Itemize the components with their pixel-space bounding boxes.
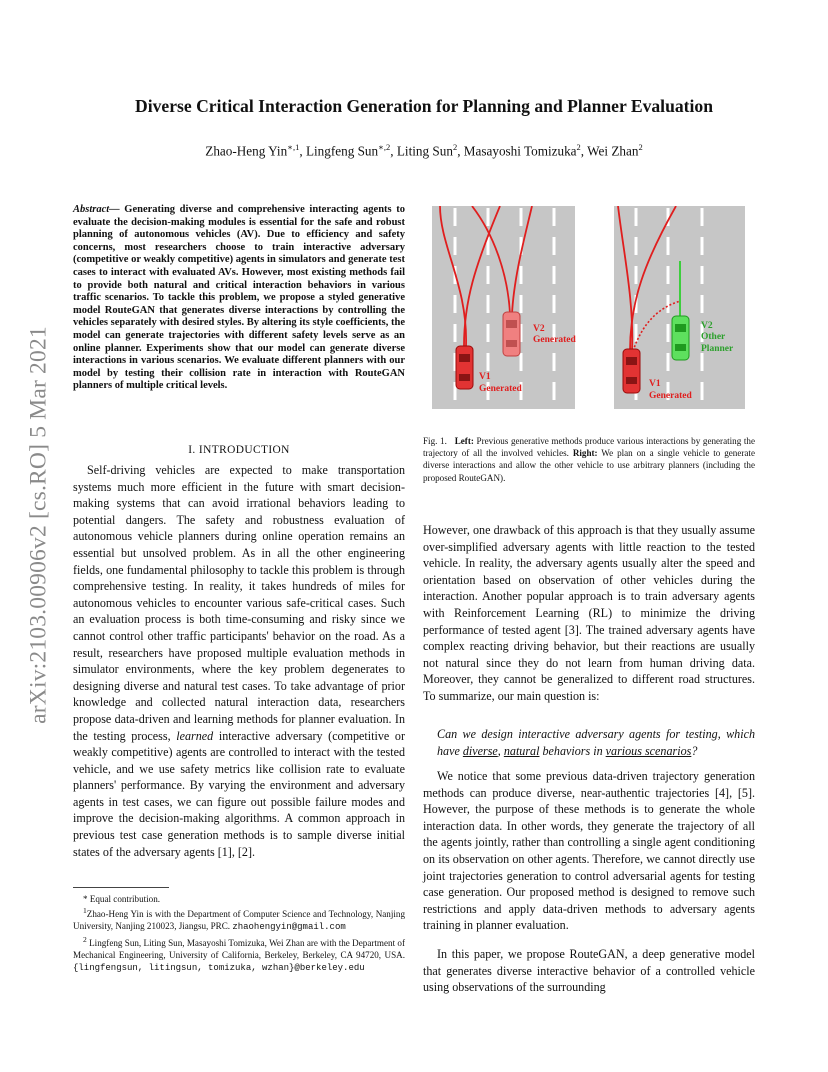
intro-paragraph-2: However, one drawback of this approach is that they usually assume over-simplified adversary agents with little reaction to the tested vehicle. In reality, the adversary agents usually alter the speed and orientation based on observation of other vehicles during the interaction. Another popular approach is to train adversary agents with Reinforcement Learning (RL) to minimize the driving performance of tested agent [3]. The trained adversary agents have complex reacting driving behavior, but their reactions are usually not natural since they do not learn from human driving data. Moreover, they cannot be generalized to different road structures. To summarize, our main question is: [423,523,755,703]
intro-paragraph-1: Self-driving vehicles are expected to make transportation systems much more efficient in the future with smart decision-making systems that can avoid irrational behaviors leading to potential dangers. The safety and robustness evaluation of autonomous vehicle planners during online operation remains an essential but unsolved problem. As in all the other engineering fields, one fundamental philosophy to tackle this problem is through comprehensive testing. In reality, it takes hundreds of miles for autonomous vehicles to encounter various safe-critical cases. Such an evaluation process is both time-consuming and risky since we cannot control other traffic participants' behavior on the road. As a result, researchers have proposed multiple evaluation methods in simulator environments, where the key problem degenerates to designing diverse and natural test cases. To take advantage of prior knowledge and collected natural interaction data, researchers propose data-driven and learning methods for planner evaluation. In the testing process, learned interactive adversary (competitive or weakly competitive) agents are controlled to interact with the tested vehicle, and we use safety metrics like collision rate to evaluate planners' performance. By varying the environment and adversary agents in test cases, we can figure out possible failure modes and improve the decision-making algorithms. A common approach in previous test case generation methods is to sample diverse initial states of the adversary agents [1], [2]. [73,463,405,859]
footnote-2: $^2$ Lingfeng Sun, Liting Sun, Masayoshi Tomizuka, Wei Zhan are with the Department of Mechanical Engineering, University of California, Berkeley, Berkeley, CA 94720, USA. {lingfengsun, litingsun, tomizuka, wzhan}@berkeley.edu [73,934,405,974]
car-v1-icon [623,349,640,393]
footnote-1: $^1$Zhao-Heng Yin is with the Department of Computer Science and Technology, Nanjing University, Nanjing 210023, Jiangsu, PRC. zhaohengyin@gmail.com [73,906,405,933]
footnote-divider [73,887,169,888]
figure-panel-left [432,206,576,409]
author-name: Liting Sun [396,143,453,159]
label-v2: V2 [533,324,545,334]
footnotes [73,893,405,974]
intro-paragraph-3: We notice that some previous data-driven trajectory generation methods can produce diverse, near-authentic trajectories [4], [5]. However, the purpose of these methods is to generate the whole interaction data. In other words, they generate the trajectory of all the agents jointly, rather than controlling a single agent conditioning on its observation on other agents. Therefore, we cannot directly use joint trajectories generation to control adversarial agents for testing case generation. Our proposed method is designed to remove such restrictions and apply data-driven methods to adversary agents training in planner evaluation. [423,769,755,933]
email-2[interactable]: {lingfengsun, litingsun, tomizuka, wzhan}@berkeley.edu [73,963,365,974]
label-v1-sub: Generated [649,391,692,401]
label-v2-sub: Generated [533,335,576,345]
emphasis-learned: learned [176,728,214,743]
author-affiliation: 2 [452,142,458,152]
paper-title: Diverse Critical Interaction Generation for Planning and Planner Evaluation [135,96,713,116]
author-affiliation: ∗,2 [378,142,391,152]
car-v1-icon [456,346,473,389]
author-affiliation: 2 [638,142,643,152]
figure-caption: Fig. 1. Left: Previous generative methods produce various interactions by generating the trajectory of all the involved vehicles. Right: We plan on a single vehicle to generate diverse interactions and allow the other vehicle to use arbitrary planners (including the proposed RouteGAN). [423,436,755,483]
author-name: Lingfeng Sun [305,143,379,159]
author-list: Zhao-Heng Yin$^{∗,1}$, Lingfeng Sun$^{∗,2}$, Liting Sun$^2$, Masayoshi Tomizuka$^2$, Wei Zhan$^2$ [205,142,643,159]
label-v1: V1 [649,379,661,389]
author-affiliation: 2 [576,142,581,152]
intro-paragraph-4: In this paper, we propose RouteGAN, a deep generative model that generates diverse interactive behavior of a controlled vehicle using observations of the surrounding [423,947,755,995]
author-affiliation: ∗,1 [287,142,300,152]
label-v2-sub: Other [701,332,726,342]
label-v2: V2 [701,321,713,331]
label-v1-sub: Generated [479,384,522,394]
caption-label: Fig. 1. [423,436,447,446]
footnote-equal: * Equal contribution. [83,894,161,904]
author-name: Wei Zhan [587,143,639,159]
email-1[interactable]: zhaohengyin@gmail.com [232,922,346,933]
author-name: Masayoshi Tomizuka [463,143,577,159]
figure-panel-right [614,206,745,409]
figure-1 [430,206,748,409]
label-v1: V1 [479,372,491,382]
arxiv-identifier: arXiv:2103.00906v2 [cs.RO] 5 Mar 2021 [25,326,52,724]
abstract-label: Abstract— [73,204,120,215]
abstract [73,204,405,393]
author-name: Zhao-Heng Yin [205,143,288,159]
label-v2-sub: Planner [701,344,734,354]
car-v2-icon [503,312,520,356]
research-question: Can we design interactive adversary agents for testing, which have diverse, natural behaviors in various scenarios? [437,727,755,758]
car-v2-icon [672,316,689,360]
section-heading: I. INTRODUCTION [188,444,290,456]
abstract-text: Generating diverse and comprehensive interacting agents to evaluate the decision-making modules is essential for the safe and robust planning of autonomous vehicles (AV). Due to efficiency and safety concerns, most researchers choose to train interactive adversary (competitive or weakly competitive) agents in simulators and generate test cases to interact with evaluated AVs. However, most existing methods fail to provide both natural and critical interaction behaviors in various traffic scenarios. To tackle this problem, we propose a styled generative model RouteGAN that generates diverse interactions by controlling the vehicles separately with desired styles. By altering its style coefficients, the model can generate trajectories with different safety levels serve as an online planner. Experiments show that our model can generate diverse interactions in various scenarios. We evaluate different planners with our model by testing their collision rate in interaction with RouteGAN planners of multiple critical levels. [73,204,405,392]
